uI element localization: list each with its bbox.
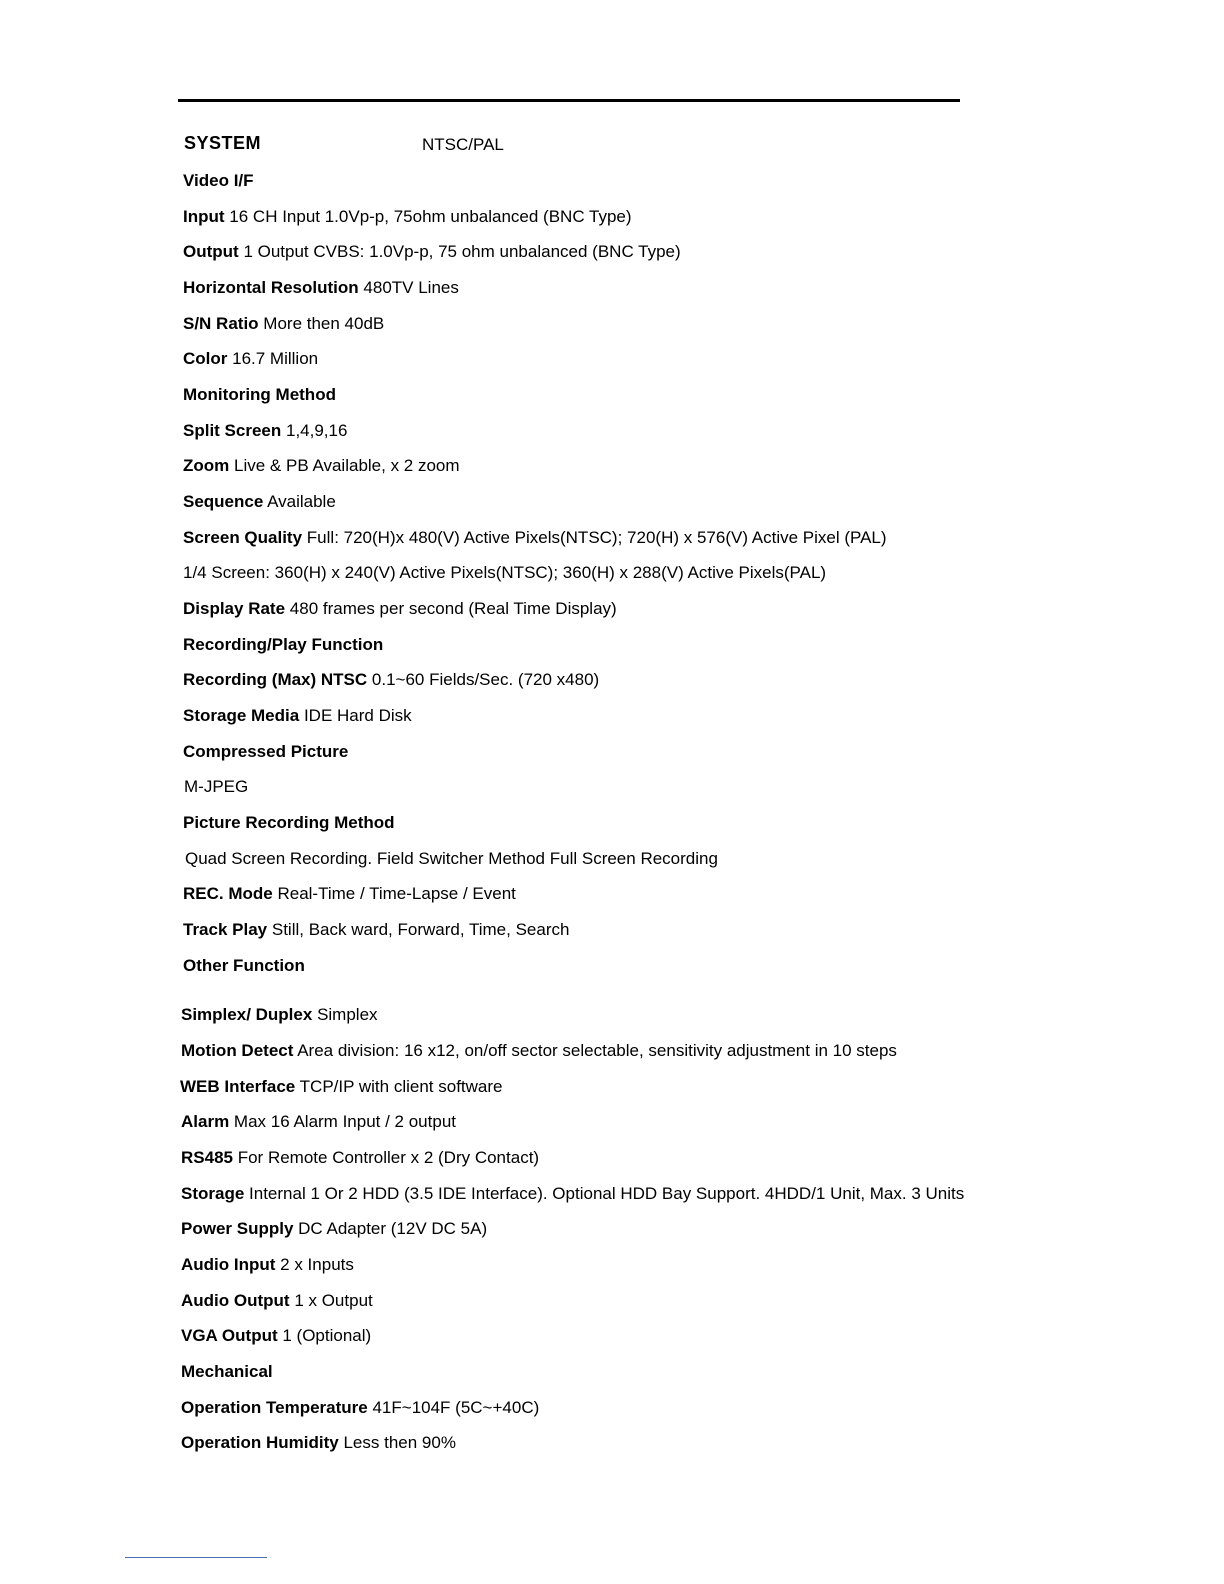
spec-line — [183, 241, 681, 263]
spec-line — [181, 1147, 539, 1169]
spec-value: 16 CH Input 1.0Vp-p, 75ohm unbalanced (BNC Type) — [229, 207, 632, 226]
spec-label: Recording/Play Function — [183, 635, 384, 654]
spec-line — [181, 1183, 964, 1205]
spec-label: REC. Mode — [183, 884, 273, 903]
spec-line — [180, 1076, 503, 1098]
spec-value: 1 x Output — [294, 1291, 373, 1310]
spec-label: Operation Temperature — [181, 1398, 368, 1417]
spec-value: 1 (Optional) — [282, 1326, 372, 1345]
spec-value: For Remote Controller x 2 (Dry Contact) — [237, 1148, 540, 1167]
spec-line — [183, 919, 569, 941]
spec-label: Input — [183, 207, 225, 226]
system-value: NTSC/PAL — [422, 135, 504, 154]
spec-line — [183, 384, 336, 406]
spec-line — [183, 313, 384, 335]
spec-value: Internal 1 Or 2 HDD (3.5 IDE Interface). Optional HDD Bay Support. 4HDD/1 Unit, Max. 3 Units — [249, 1184, 965, 1203]
spec-value: DC Adapter (12V DC 5A) — [298, 1219, 488, 1238]
spec-label: Monitoring Method — [183, 385, 336, 404]
spec-value: Area division: 16 x12, on/off sector selectable, sensitivity adjustment in 10 steps — [297, 1041, 897, 1060]
spec-value: Live & PB Available, x 2 zoom — [234, 456, 460, 475]
spec-line — [183, 562, 826, 584]
spec-label: Color — [183, 349, 228, 368]
spec-label: Operation Humidity — [181, 1433, 339, 1452]
spec-label: Other Function — [183, 956, 305, 975]
spec-line — [183, 812, 395, 834]
system-label: SYSTEM — [184, 133, 262, 153]
spec-line — [181, 1040, 897, 1062]
spec-value: 1,4,9,16 — [286, 421, 348, 440]
spec-label: Screen Quality — [183, 528, 303, 547]
spec-label: Zoom — [183, 456, 230, 475]
spec-label: Output — [183, 242, 239, 261]
spec-line — [181, 1254, 354, 1276]
spec-line — [183, 669, 599, 691]
spec-label: Split Screen — [183, 421, 282, 440]
spec-line — [184, 776, 248, 798]
spec-label: Mechanical — [181, 1362, 273, 1381]
spec-value: Simplex — [317, 1005, 378, 1024]
spec-label: Storage Media — [183, 706, 300, 725]
spec-value: M-JPEG — [184, 777, 249, 796]
spec-line — [183, 634, 383, 656]
spec-value: 480 frames per second (Real Time Display) — [289, 599, 617, 618]
spec-line — [181, 1361, 273, 1383]
spec-value: 480TV Lines — [363, 278, 459, 297]
spec-value: Quad Screen Recording. Field Switcher Method Full Screen Recording — [185, 849, 718, 868]
spec-label: Power Supply — [181, 1219, 294, 1238]
spec-label: Picture Recording Method — [183, 813, 395, 832]
spec-label: Display Rate — [183, 599, 286, 618]
spec-label: Recording (Max) NTSC — [183, 670, 368, 689]
spec-label: Alarm — [181, 1112, 230, 1131]
spec-label: Storage — [181, 1184, 245, 1203]
spec-label: Sequence — [183, 492, 264, 511]
spec-line — [181, 1397, 539, 1419]
spec-line — [183, 598, 617, 620]
spec-value: Full: 720(H)x 480(V) Active Pixels(NTSC); 720(H) x 576(V) Active Pixel (PAL) — [306, 528, 887, 547]
spec-label: S/N Ratio — [183, 314, 259, 333]
spec-value: Real-Time / Time-Lapse / Event — [277, 884, 516, 903]
spec-label: Horizontal Resolution — [183, 278, 359, 297]
spec-value: 0.1~60 Fields/Sec. (720 x480) — [371, 670, 600, 689]
spec-label: RS485 — [181, 1148, 233, 1167]
spec-line — [181, 1290, 373, 1312]
spec-value: Max 16 Alarm Input / 2 output — [233, 1112, 456, 1131]
spec-label: Video I/F — [183, 171, 254, 190]
spec-value: 2 x Inputs — [280, 1255, 354, 1274]
spec-label: Simplex/ Duplex — [181, 1005, 313, 1024]
footer-rule — [125, 1557, 267, 1558]
spec-line — [181, 1004, 378, 1026]
spec-label: WEB Interface — [180, 1077, 296, 1096]
spec-value: TCP/IP with client software — [299, 1077, 503, 1096]
top-rule — [178, 99, 960, 102]
spec-line — [183, 883, 516, 905]
spec-value: 1/4 Screen: 360(H) x 240(V) Active Pixels(NTSC); 360(H) x 288(V) Active Pixels(PAL) — [183, 563, 827, 582]
spec-line — [183, 455, 460, 477]
spec-value: 41F~104F (5C~+40C) — [372, 1398, 540, 1417]
spec-value: More then 40dB — [263, 314, 385, 333]
spec-line — [181, 1325, 371, 1347]
spec-label: Audio Input — [181, 1255, 276, 1274]
spec-line — [185, 848, 718, 870]
spec-line — [183, 955, 305, 977]
spec-label: Audio Output — [181, 1291, 290, 1310]
spec-line — [183, 527, 887, 549]
spec-label: Motion Detect — [181, 1041, 294, 1060]
spec-value: 16.7 Million — [232, 349, 319, 368]
spec-line — [183, 420, 347, 442]
spec-line — [181, 1218, 487, 1240]
spec-line — [181, 1111, 456, 1133]
spec-line — [183, 206, 632, 228]
spec-label: Track Play — [183, 920, 268, 939]
spec-line — [183, 348, 318, 370]
spec-line — [181, 1432, 456, 1454]
spec-label: Compressed Picture — [183, 742, 349, 761]
spec-value: 1 Output CVBS: 1.0Vp-p, 75 ohm unbalanced (BNC Type) — [243, 242, 681, 261]
spec-value: Still, Back ward, Forward, Time, Search — [271, 920, 570, 939]
spec-line — [183, 277, 459, 299]
spec-line — [183, 170, 254, 192]
spec-label: VGA Output — [181, 1326, 278, 1345]
spec-value: Less then 90% — [343, 1433, 456, 1452]
spec-line — [183, 741, 348, 763]
spec-line — [183, 705, 412, 727]
spec-line — [183, 491, 336, 513]
spec-value: IDE Hard Disk — [303, 706, 412, 725]
spec-value: Available — [267, 492, 336, 511]
